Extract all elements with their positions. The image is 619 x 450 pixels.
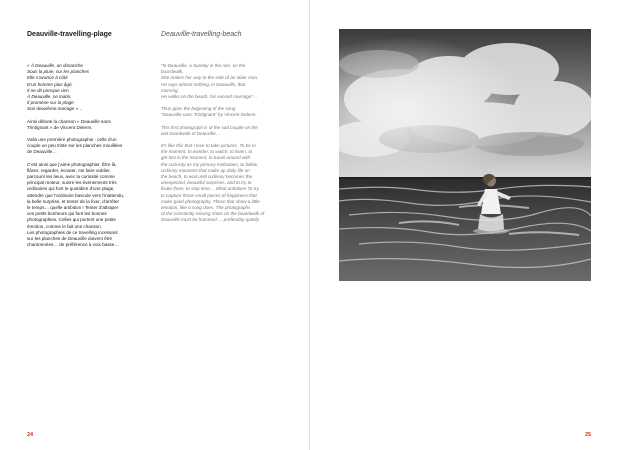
text-line: get lost in the moment, to travel around with bbox=[161, 155, 251, 161]
text-line: parcourir les lieux, avec la curiosité comme bbox=[27, 174, 115, 180]
text-line: émotion, comme le fait une chanson. bbox=[27, 223, 103, 229]
text-line: ordinaires qui font le quotidien d'une plage, bbox=[27, 186, 115, 192]
text-line: Il ne dit presque rien bbox=[27, 87, 69, 93]
text-line: Voilà une première photographie : celle d'un bbox=[27, 137, 117, 143]
text-line: le temps… quelle ambition ! Tenter d'attraper bbox=[27, 205, 119, 211]
english-paragraph-1 bbox=[161, 63, 288, 100]
text-line: Thus goes the beginning of the song bbox=[161, 106, 236, 112]
english-paragraph-4 bbox=[161, 143, 288, 224]
text-line: the moment, to wander, to watch, to listen, to bbox=[161, 149, 253, 155]
text-line: He walks on the beach, his second marriage"… bbox=[161, 94, 258, 100]
text-line: de Deauville… bbox=[27, 149, 57, 155]
text-line: emotion, like a song does. The photographs bbox=[161, 205, 251, 211]
text-line: principal moteur, suivre les événements très bbox=[27, 180, 117, 186]
french-paragraph-2 bbox=[27, 119, 154, 131]
text-line: D'un homme plus âgé, bbox=[27, 81, 73, 87]
text-line: Ainsi débute la chanson « Deauville sans bbox=[27, 118, 111, 124]
text-line: couple un peu triste sur les planches mouillées bbox=[27, 143, 123, 149]
text-line: "In Deauville, a Sunday in the rain, on the bbox=[161, 63, 246, 68]
text-line: ordinary moments that make up daily life on bbox=[161, 167, 250, 173]
text-line: C'est ainsi que j'aime photographier. Être là, bbox=[27, 161, 117, 167]
text-line: This first photograph is of the sad couple on the bbox=[161, 124, 258, 130]
text-line: Les photographies de ce travelling incessant bbox=[27, 229, 118, 235]
text-line: À Deauville, ce matin, bbox=[27, 94, 72, 100]
english-paragraph-3 bbox=[161, 125, 288, 137]
left-page bbox=[0, 0, 309, 450]
text-line: attendre que l'ordinaire bascule vers l'inattendu, bbox=[27, 192, 125, 198]
text-line: flâner, regarder, écouter, me faire oublier, bbox=[27, 167, 111, 173]
french-poem bbox=[27, 63, 154, 113]
text-line: unexpected, beautiful surprises, and to try to bbox=[161, 180, 252, 186]
text-line: « À Deauville, un dimanche bbox=[27, 63, 83, 68]
text-line: Sous la pluie, sur les planches bbox=[27, 69, 90, 75]
french-column bbox=[27, 30, 154, 254]
text-line: wet boardwalk of Deauville… bbox=[161, 130, 221, 136]
text-line: of the constantly moving shots on the boardwalk of bbox=[161, 211, 265, 217]
text-line: la belle surprise, et tenter de la fixer, d'arrêter bbox=[27, 198, 120, 204]
french-paragraph-3 bbox=[27, 137, 154, 156]
text-line: "Deauville sans Trintignant" by Vincent Delerm. bbox=[161, 112, 257, 118]
text-line: chantonnées… de préférence à voix basse… bbox=[27, 242, 119, 248]
page-number-right: 25 bbox=[585, 432, 592, 438]
text-line: morning. bbox=[161, 87, 179, 93]
english-paragraph-2 bbox=[161, 106, 288, 118]
text-line: photographies. Celles qui portent une petite bbox=[27, 217, 116, 223]
text-line: fixate them, to stop time… What ambition! To try bbox=[161, 186, 259, 192]
text-line: boardwalk, bbox=[161, 69, 184, 75]
text-line: the curiosity as my primary motivation, to follow bbox=[161, 161, 258, 167]
text-line: Trintignant » de Vincent Delerm. bbox=[27, 124, 93, 130]
english-column bbox=[161, 30, 288, 230]
french-paragraph-4 bbox=[27, 162, 154, 249]
text-line: Elle s'avance à côté bbox=[27, 75, 68, 81]
text-line: Deauville must be hummed … preferably quietly. bbox=[161, 217, 260, 223]
text-line: He says almost nothing, in Deauville, that bbox=[161, 81, 246, 87]
text-line: It's like this that I love to take pictures. To be in bbox=[161, 143, 256, 149]
text-line: Son deuxième mariage »… bbox=[27, 106, 83, 112]
text-line: make good photography. Those that show a little bbox=[161, 198, 260, 204]
text-line: Il promène sur la plage bbox=[27, 100, 74, 106]
text-line: sur les planches de Deauville doivent être bbox=[27, 236, 113, 242]
french-title: Deauville-travelling-plage bbox=[27, 31, 112, 38]
text-line: the beach, to wait until ordinary becomes the bbox=[161, 174, 253, 180]
text-line: ces petits bonheurs qui font les bonnes bbox=[27, 211, 107, 217]
english-title: Deauville-travelling-beach bbox=[161, 31, 242, 38]
text-line: She makes her way to the side of an older man. bbox=[161, 75, 259, 81]
page-number-left: 24 bbox=[27, 432, 34, 438]
text-line: to capture those small pieces of happiness that bbox=[161, 192, 257, 198]
beach-photograph bbox=[339, 29, 591, 281]
